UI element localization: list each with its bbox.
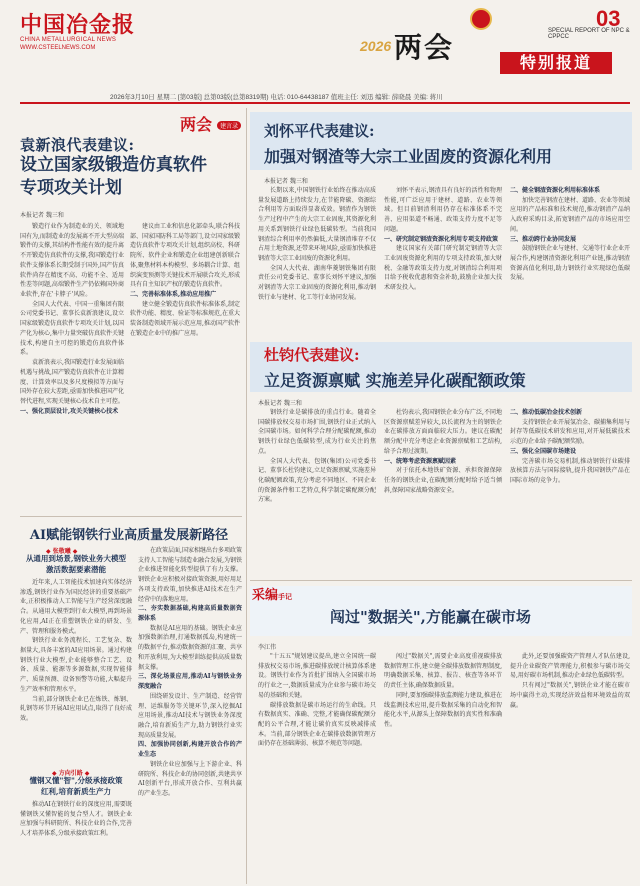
article-headline: 设立国家级锻造仿真软件 专项攻关计划	[20, 155, 207, 198]
header-divider	[20, 102, 630, 104]
special-banner	[360, 6, 632, 88]
newspaper-logo: 中国冶金报	[20, 12, 136, 38]
issue-info-bar: 2026年3月10日 星期二 [第03版] 总第03版(总第8319期) 电话: 010-64438187 值班主任: 刘迅 编辑: 薛晓晨 美编: 蒋川	[110, 94, 443, 101]
article-column: "十五五"规划建议提出,建立全国统一碳排放权交易市场,推进碳排放统计核算体系建设。钢铁行业作为首批扩围纳入全国碳市场的行业之一,数据质量成为企业参与碳市场交易的基础和关键。 碳排放数据是碳市场运行的生命线。只有数据真实、准确、完整,才能确保碳配额分配的公平合理,才能让碳价真实反映减排成本。当前,部分钢铁企业在碳排放数据管理方面仍存在基础薄弱、核算不规范等问题。	[258, 653, 376, 748]
article-column: 杜钧表示,我国钢铁企业分布广泛,不同地区资源禀赋差异较大,以长流程为主的钢铁企业在碳排放方面面临较大压力。建议在碳配额分配中充分考虑企业资源禀赋和工艺结构,给予合理过渡期。 一、统筹考虑资源禀赋因素 对于依托本地铁矿资源、承担资源保障任务的钢铁企业,在碳配额分配时给予适当倾斜,保障国家战略资源安全。	[384, 409, 502, 494]
lianghui-jianyan-tag: 两会 建言录	[180, 112, 241, 135]
article-headline: 闯过"数据关",方能赢在碳市场	[330, 608, 531, 626]
special-report-cn: 特别报道	[500, 52, 612, 74]
emblem-icon	[470, 8, 492, 30]
article-column: 二、健全钢渣资源化利用标准体系 加快完善钢渣在建材、道路、农业等领域应用的产品标准和技术规范,推动钢渣产品纳入政府采购目录,拓宽钢渣产品的市场应用空间。 三、推动跨行业协同发展 鼓励钢铁企业与建材、交通等行业企业开展合作,构建钢渣资源化利用产业链,推动钢渣资源高值化利用,助力钢铁行业实现绿色低碳发展。	[510, 187, 630, 282]
article-column: 此外,还要加强碳资产管理人才队伍建设,提升企业碳资产管理能力,积极参与碳市场交易,用好碳市场机制,推动企业绿色低碳转型。 只有闯过"数据关",钢铁企业才能在碳市场中赢得主动,实现经济效益和环境效益的双赢。	[510, 653, 630, 709]
article-headline: 加强对钢渣等大宗工业固废的资源化利用	[264, 147, 553, 166]
section-label: ◆ 张敬曦 ◆	[46, 548, 78, 555]
article-headline: 立足资源禀赋 实施差异化碳配额政策	[264, 371, 526, 390]
article-kicker: 杜钧代表建议:	[264, 346, 360, 364]
article-byline: 本报记者 魏三和	[264, 178, 308, 185]
newspaper-logo-en: CHINA METALLURGICAL NEWS	[20, 37, 117, 43]
article-column: 二、推动低碳冶金技术创新 支持钢铁企业开展氢冶金、碳捕集利用与封存等低碳技术研发和应用,对开展低碳技术示范的企业给予碳配额奖励。 三、强化全国碳市场建设 完善碳市场交易机制,推动钢铁行业碳排放核算方法与国际接轨,提升我国钢铁产品在国际市场的竞争力。	[510, 409, 630, 485]
column-divider	[246, 108, 247, 884]
section-label: ◆ 方向引路 ◆	[52, 770, 90, 777]
article-column: 锻造行业作为制造业的关、领域地国有为,而制造业的发展离不开大型高端锻件的支撑,其结构件性能有效的提升离不开锻造仿真软件的支撑,我国锻造行业软件支撑体系长期受制于国外,国产仿真软件尚存在精度不高、功能不全、适用性差等问题,高端锻件生产仍依赖国外商业软件,存在'卡脖子'风险。 全国人大代表、中国一重集团有限公司党委书记、董事长袁新浪建议,设立国家级锻造仿真软件专项攻关计划,以国产化为核心,集中力量突破仿真软件关键技术,构建自主可控的锻造仿真软件体系。 袁新浪表示,我国锻造行业发展面临机遇与挑战,国产锻造仿真软件在计算精度、计算效率以及多尺度模拟等方面与国外存在较大差距,亟需加快推进国产化替代进程,实现关键核心技术自主可控。 一、强化顶层设计,攻关关键核心技术	[20, 223, 124, 415]
section-divider	[250, 580, 632, 581]
article-column: 近年来,人工智能技术加速向实体经济渗透,钢铁行业作为国民经济的重要基础产业,正积极推动人工智能与生产经营深度融合。从通用大模型到行业大模型,再到场景化应用,AI正在重塑钢铁企业的研发、生产、管理和服务模式。 钢铁行业业务流程长、工艺复杂、数据量大,具备丰富的AI应用场景。通过构建钢铁行业大模型,企业能够整合工艺、设备、质量、能源等多源数据,实现智能排产、质量预测、设备预警等功能,大幅提升生产效率和管理水平。 当前,部分钢铁企业已在炼铁、炼钢、轧钢等环节开展AI应用试点,取得了良好成效。	[20, 579, 132, 723]
caifang-tag: 采编手记	[252, 588, 293, 603]
year-tag: 2026	[360, 38, 392, 54]
masthead	[0, 0, 640, 88]
article-byline: 本报记者 魏三和	[20, 212, 64, 219]
article-byline: 李江伟	[258, 644, 277, 651]
page-number: 03	[596, 6, 621, 31]
article-column: 钢铁行业是碳排放的重点行业。随着全国碳排放权交易市场扩围,钢铁行业正式纳入全国碳市场。如何科学合理分配碳配额,推动钢铁行业绿色低碳转型,成为行业关注的焦点。 全国人大代表、包钢(集团)公司党委书记、董事长杜钧建议,立足资源禀赋,实施差异化碳配额政策,充分考虑不同地区、不同企业的资源条件和工艺特点,科学制定碳配额分配方案。	[258, 409, 376, 504]
article-column: 建议由工业和信息化部牵头,联合科技部、国家国防科工局等部门,设立国家级锻造仿真软件专项攻关计划,组织高校、科研院所、软件企业和锻造企业组建创新联合体,聚焦材料本构模型、多场耦合计算、组织演变预测等关键技术开展联合攻关,形成具有自主知识产权的锻造仿真软件。 二、完善标准体系,推动应用推广 建立健全锻造仿真软件标准体系,制定软件功能、精度、验证等标准规范,在重大装备制造领域开展示范应用,推动国产软件在锻造企业中的推广应用。	[130, 223, 240, 337]
article-kicker: 刘怀平代表建议:	[264, 122, 375, 140]
article-byline: 本报记者 魏三和	[258, 400, 302, 407]
lianghui-title: 两会	[394, 31, 455, 64]
article-column: 闯过"数据关",需要企业高度重视碳排放数据管理工作,建立健全碳排放数据管理制度,明确数据采集、核算、报告、核查等各环节的责任主体,确保数据质量。 同时,要加强碳排放监测能力建设,推进在线监测技术应用,提升数据采集的自动化和智能化水平,从源头上保障数据的真实性和准确性。	[384, 653, 502, 729]
ai-subheading: 懂钢又懂"智",分级承接政策 红利,培育新质生产力	[29, 776, 123, 796]
article-column: 长期以来,中国钢铁行业始终在推动高质量发展道路上持续发力,在节能降碳、资源综合利用等方面取得显著成效。钢渣作为钢铁生产过程中产生的大宗工业固废,其资源化利用关系到钢铁行业绿色低碳转型。当前我国钢渣综合利用率仍然偏低,大量钢渣堆存不仅占用土地资源,还带来环境风险,亟需加快推进钢渣等大宗工业固废的资源化利用。 全国人大代表、湖南华菱钢铁集团有限责任公司党委书记、董事长刘怀平建议,加强对钢渣等大宗工业固废的资源化利用,推动钢铁行业与建材、化工等行业协同发展。	[258, 187, 376, 301]
ai-article-title: AI赋能钢铁行业高质量发展新路径	[29, 528, 229, 543]
newspaper-url[interactable]: WWW.CSTEELNEWS.COM	[20, 45, 96, 51]
article-column: 推动AI在钢铁行业的深度应用,需要既懂钢铁又懂智能的复合型人才。钢铁企业应加强与科研院所、科技企业的合作,完善人才培养体系,分级承接政策红利。	[20, 801, 132, 838]
section-divider	[20, 516, 242, 517]
article-kicker: 袁新浪代表建议:	[20, 136, 135, 154]
special-report-en: SPECIAL REPORT OF NPC & CPPCC	[548, 28, 630, 40]
ai-subheading: 从通用到场景,钢铁业务大模型 激活数据要素潜能	[25, 554, 127, 574]
article-column: 在政策层面,国家相继出台多项政策支持人工智能与制造业融合发展,为钢铁企业推进智能化转型提供了有力支撑。钢铁企业应积极对接政策资源,用好用足各项支持政策,加快推进AI技术在生产经营中的落地应用。 二、夯实数据基础,构建高质量数据资源体系 数据是AI应用的基础。钢铁企业应加强数据治理,打通数据孤岛,构建统一的数据平台,推动数据资源的汇聚、共享和开放利用,为大模型训练提供高质量数据支撑。 三、深化场景应用,推动AI与钢铁业务深度融合 围绕研发设计、生产制造、经营管理、运维服务等关键环节,深入挖掘AI应用场景,推动AI技术与钢铁业务深度融合,培育新质生产力,助力钢铁行业实现高质量发展。 四、加强协同创新,构建开放合作的产业生态 钢铁企业应加强与上下游企业、科研院所、科技企业的协同创新,共建共享AI创新平台,形成开放合作、互利共赢的产业生态。	[138, 547, 242, 797]
article-column: 刘怀平表示,钢渣具有良好的活性和物理性能,可广泛应用于建材、道路、农业等领域。但目前钢渣利用仍存在标准体系不完善、应用渠道不畅通、政策支持力度不足等问题。 一、研究制定钢渣资源化利用专项支持政策 建议国家有关部门研究制定钢渣等大宗工业固废资源化利用的专项支持政策,加大财税、金融等政策支持力度,对钢渣综合利用项目给予税收优惠和资金补助,鼓励企业加大技术研发投入。	[384, 187, 502, 292]
